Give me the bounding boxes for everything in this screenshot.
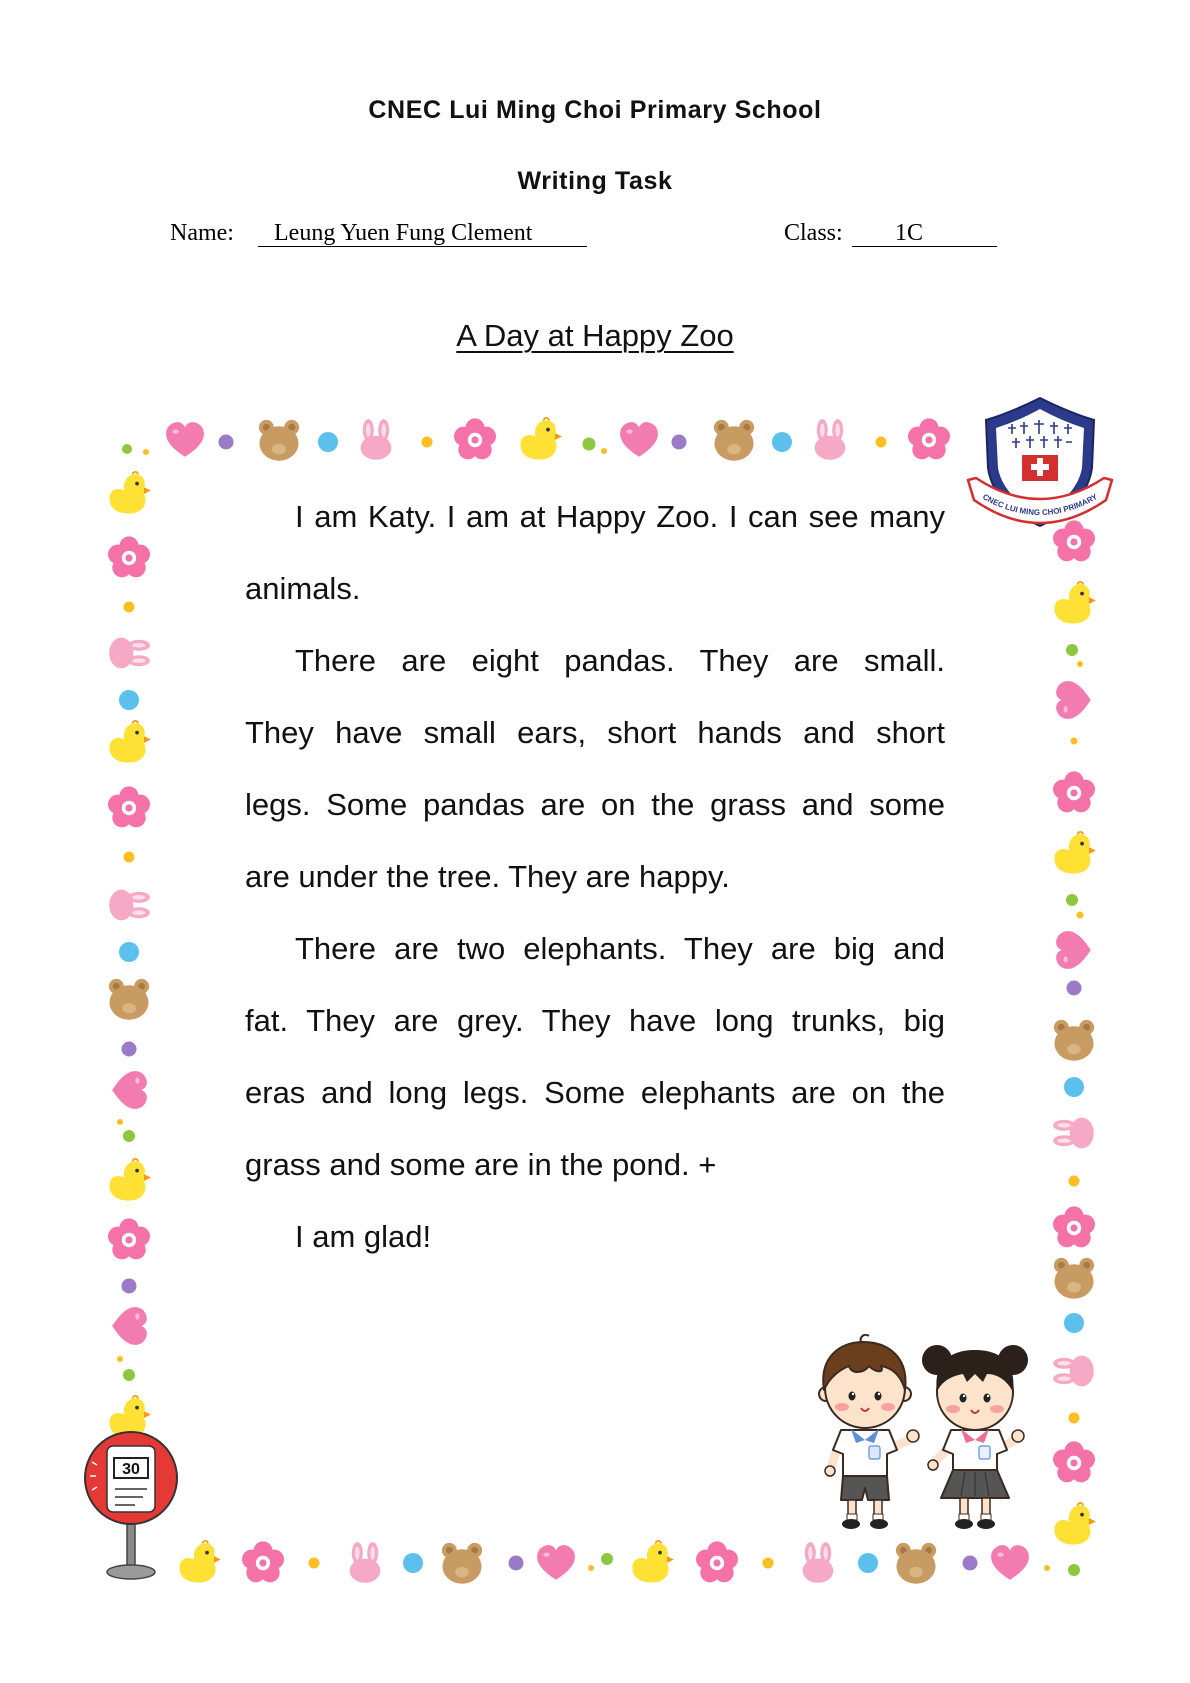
bunny-icon [1053, 1118, 1094, 1149]
dot-blue-icon [858, 1553, 878, 1573]
dot-purple-icon [672, 435, 687, 450]
essay-line: eras and long legs. Some elephants are on the [245, 1075, 945, 1110]
essay-line: fat. They are grey. They have long trunks, big [245, 1003, 945, 1038]
bus-route-number: 30 [122, 1461, 140, 1478]
duck-icon [520, 418, 561, 460]
duck-icon [179, 1541, 220, 1583]
dot-yellow-icon [1077, 661, 1083, 667]
dot-yellow-icon [124, 602, 135, 613]
heart-icon [1056, 931, 1091, 969]
dot-green-icon [601, 1553, 613, 1565]
heart-icon [991, 1545, 1029, 1580]
dot-green-icon [1068, 1564, 1080, 1576]
bear-icon [1054, 1258, 1094, 1299]
duck-icon [1054, 1503, 1095, 1545]
paragraph [245, 1201, 945, 1273]
flower-icon [108, 786, 150, 827]
dot-green-icon [1066, 894, 1078, 906]
kids-illustration [819, 1335, 1028, 1529]
essay-line: grass and some are in the pond. + [245, 1147, 717, 1182]
essay-line: legs. Some pandas are on the grass and some [245, 787, 945, 822]
bus-stop-sign [85, 1432, 177, 1579]
dot-yellow-icon [117, 1119, 123, 1125]
girl-figure [922, 1345, 1028, 1529]
flower-icon [1053, 1441, 1095, 1482]
heart-icon [1056, 681, 1091, 719]
essay-line: They have small ears, short hands and short [245, 715, 945, 750]
essay-body [245, 481, 945, 1273]
bear-icon [109, 979, 149, 1020]
dot-green-icon [122, 444, 132, 454]
heart-icon [166, 422, 204, 457]
dot-purple-icon [219, 435, 234, 450]
dot-yellow-icon [588, 1565, 594, 1571]
bear-icon [1054, 1020, 1094, 1061]
dot-purple-icon [1067, 981, 1082, 996]
paragraph [245, 625, 945, 913]
flower-icon [454, 418, 496, 459]
essay-line: animals. [245, 571, 361, 606]
dot-green-icon [123, 1369, 135, 1381]
flower-icon [108, 536, 150, 577]
dot-yellow-icon [143, 449, 149, 455]
dot-yellow-icon [309, 1558, 320, 1569]
dot-blue-icon [403, 1553, 423, 1573]
name-label: Name: [170, 220, 234, 246]
flower-icon [1053, 1206, 1095, 1247]
dot-yellow-icon [422, 437, 433, 448]
dot-purple-icon [509, 1556, 524, 1571]
dot-blue-icon [772, 432, 792, 452]
flower-icon [108, 1218, 150, 1259]
bunny-icon [1053, 1356, 1094, 1387]
essay-line: are under the tree. They are happy. [245, 859, 730, 894]
flower-icon [908, 418, 950, 459]
bunny-icon [361, 419, 392, 460]
essay-line: I am glad! [295, 1219, 432, 1254]
flower-icon [242, 1541, 284, 1582]
dot-blue-icon [318, 432, 338, 452]
dot-yellow-icon [601, 448, 607, 454]
logo-ribbon-text: CNEC LUI MING CHOI PRIMARY [981, 492, 1099, 518]
paragraph [245, 913, 945, 1201]
essay-line: There are eight pandas. They are small. [295, 643, 945, 678]
class-value: 1C [852, 220, 997, 247]
dot-purple-icon [963, 1556, 978, 1571]
boy-figure [819, 1335, 919, 1529]
dot-green-icon [583, 438, 596, 451]
duck-icon [109, 472, 150, 514]
flower-icon [1053, 520, 1095, 561]
dot-yellow-icon [124, 852, 135, 863]
dot-yellow-icon [1044, 1565, 1050, 1571]
bear-icon [442, 1543, 482, 1584]
dot-yellow-icon [763, 1558, 774, 1569]
bunny-icon [815, 419, 846, 460]
dot-yellow-icon [117, 1356, 123, 1362]
duck-icon [109, 721, 150, 763]
dot-yellow-icon [1069, 1176, 1080, 1187]
bunny-icon [350, 1542, 381, 1583]
heart-icon [112, 1071, 147, 1109]
essay-line: I am Katy. I am at Happy Zoo. I can see many [295, 499, 945, 534]
duck-icon [1054, 582, 1095, 624]
name-value: Leung Yuen Fung Clement [258, 220, 587, 247]
bear-icon [259, 420, 299, 461]
paragraph [245, 481, 945, 625]
bunny-icon [803, 1542, 834, 1583]
dot-green-icon [1066, 644, 1078, 656]
dot-yellow-icon [1071, 738, 1078, 745]
dot-blue-icon [1064, 1077, 1084, 1097]
bunny-icon [109, 638, 150, 669]
bear-icon [896, 1543, 936, 1584]
essay-line: There are two elephants. They are big and [295, 931, 945, 966]
heart-icon [620, 422, 658, 457]
duck-icon [109, 1159, 150, 1201]
dot-purple-icon [122, 1279, 137, 1294]
dot-yellow-icon [1077, 912, 1084, 919]
school-logo [968, 398, 1112, 526]
class-label: Class: [784, 220, 843, 246]
heart-icon [112, 1307, 147, 1345]
dot-green-icon [123, 1130, 135, 1142]
dot-yellow-icon [1069, 1413, 1080, 1424]
flower-icon [1053, 771, 1095, 812]
dot-blue-icon [119, 942, 139, 962]
writing-task-heading: Writing Task [517, 167, 673, 195]
dot-blue-icon [1064, 1313, 1084, 1333]
essay-title: A Day at Happy Zoo [456, 318, 734, 353]
dot-yellow-icon [876, 437, 887, 448]
dot-blue-icon [119, 690, 139, 710]
bear-icon [714, 420, 754, 461]
flower-icon [696, 1541, 738, 1582]
dot-purple-icon [122, 1042, 137, 1057]
school-name: CNEC Lui Ming Choi Primary School [368, 96, 822, 124]
heart-icon [537, 1545, 575, 1580]
duck-icon [1054, 832, 1095, 874]
duck-icon [632, 1541, 673, 1583]
bunny-icon [109, 890, 150, 921]
